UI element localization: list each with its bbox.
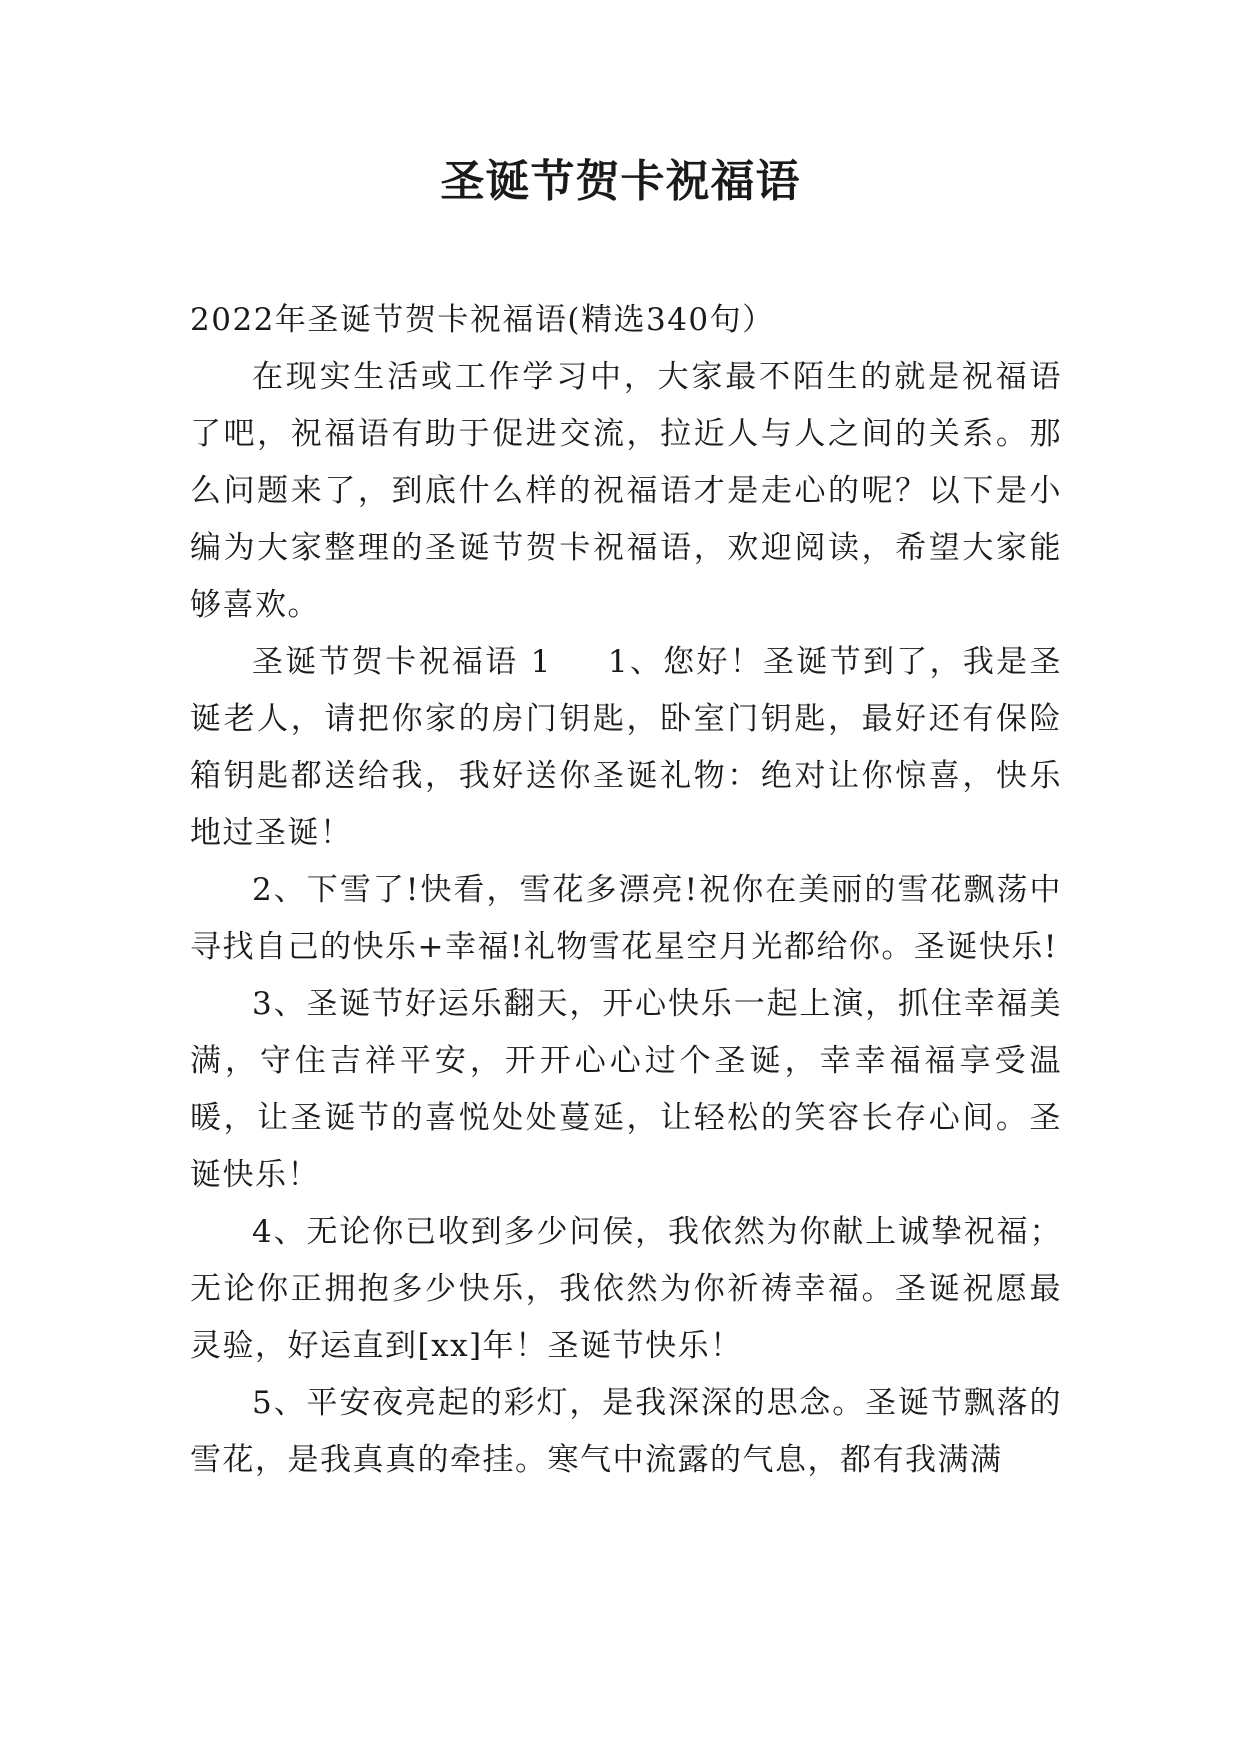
list-item: 4、无论你已收到多少问侯，我依然为你献上诚挚祝福；无论你正拥抱多少快乐，我依然为你祈祷幸福。圣诞祝愿最灵验，好运直到[xx]年！圣诞节快乐！ — [190, 1214, 1062, 1364]
list-item: 2、下雪了!快看，雪花多漂亮!祝你在美丽的雪花飘荡中寻找自己的快乐+幸福!礼物雪花星空月光都给你。圣诞快乐! — [190, 872, 1062, 965]
section-paragraph — [190, 634, 1062, 862]
page-title: 圣诞节贺卡祝福语 — [440, 156, 801, 207]
section-heading: 圣诞节贺卡祝福语 1 — [252, 644, 552, 680]
preface-paragraph: 在现实生活或工作学习中，大家最不陌生的就是祝福语了吧，祝福语有助于促进交流，拉近人与人之间的关系。那么问题来了，到底什么样的祝福语才是走心的呢？以下是小编为大家整理的圣诞节贺卡祝福语，欢迎阅读，希望大家能够喜欢。 — [190, 359, 1062, 623]
list-item: 3、圣诞节好运乐翻天，开心快乐一起上演，抓住幸福美满，守住吉祥平安，开开心心过个圣诞，幸幸福福享受温暖，让圣诞节的喜悦处处蔓延，让轻松的笑容长存心间。圣诞快乐！ — [190, 986, 1062, 1193]
list-item: 1、您好！圣诞节到了，我是圣诞老人，请把你家的房门钥匙，卧室门钥匙，最好还有保险箱钥匙都送给我，我好送你圣诞礼物：绝对让你惊喜，快乐地过圣诞！ — [190, 644, 1062, 851]
intro-line: 2022年圣诞节贺卡祝福语(精选340句） — [190, 302, 775, 338]
document-body — [190, 292, 1062, 1489]
list-item: 5、平安夜亮起的彩灯，是我深深的思念。圣诞节飘落的雪花，是我真真的牵挂。寒气中流露的气息，都有我满满 — [190, 1385, 1062, 1478]
